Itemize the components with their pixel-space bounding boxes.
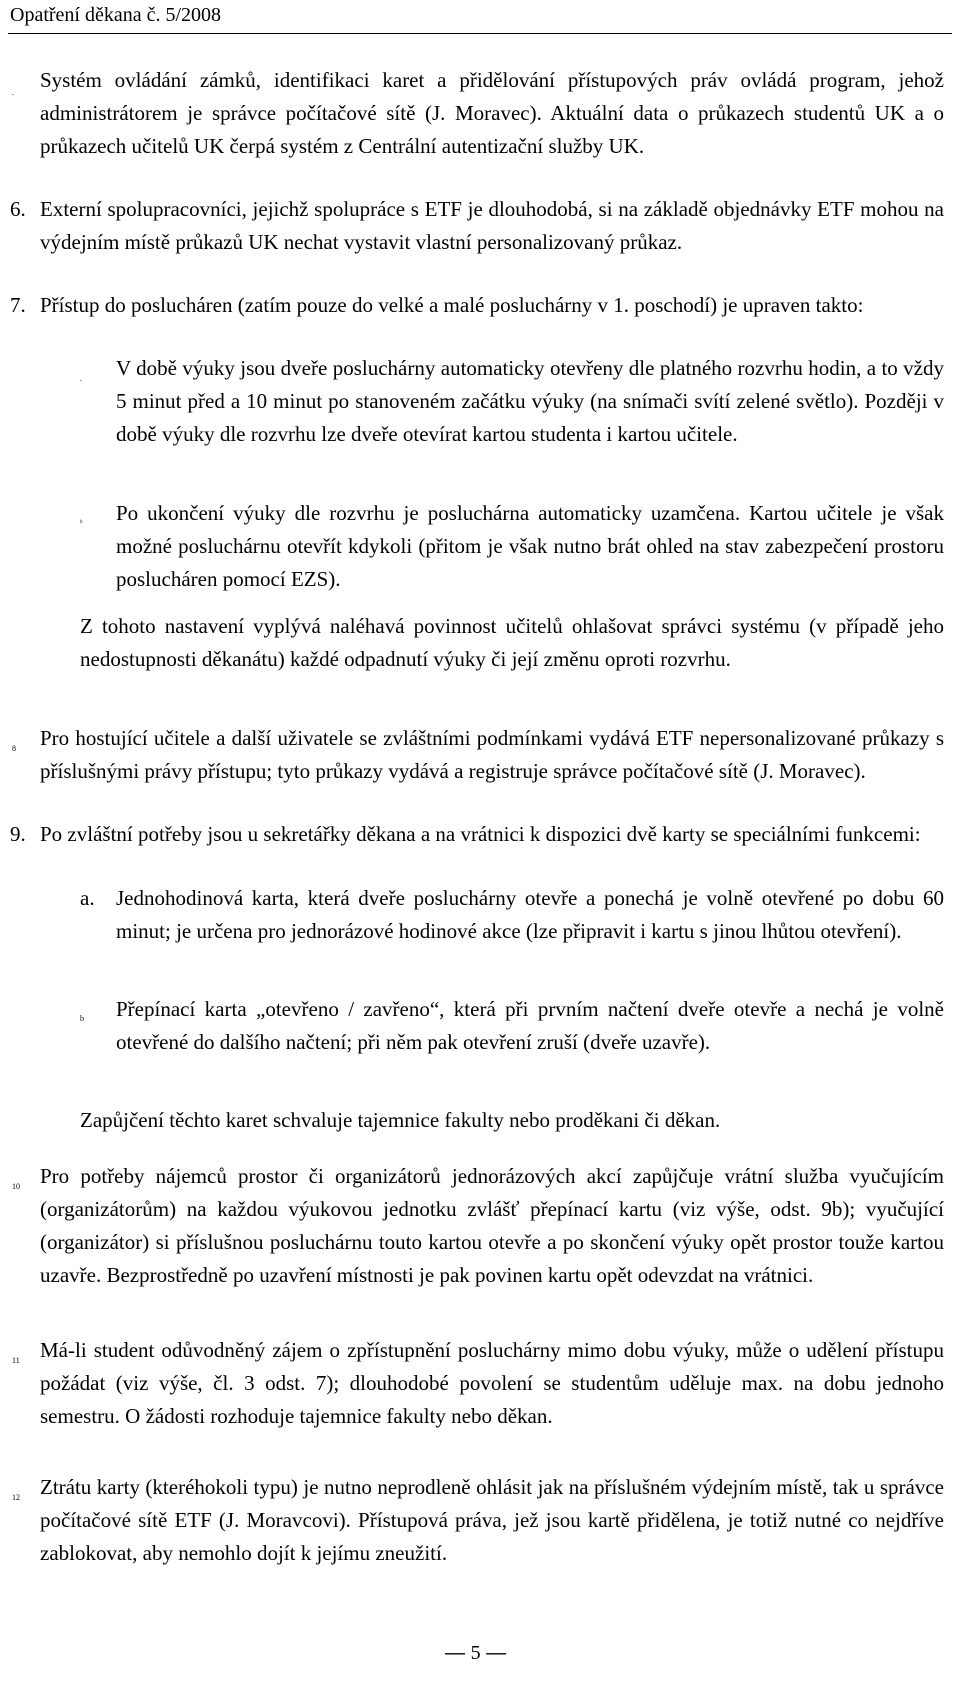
item-12-text: Ztrátu karty (kteréhokoli typu) je nutno neprodleně ohlásit jak na příslušném výdejním místě, tak u správce počítačové sítě ETF (J. Moravcovi). Přístupová práva, jež jsou kartě přidělena, je totiž nutné co nejdříve zablokovat, aby nemohlo dojít k jejímu zneužití.: [40, 1475, 944, 1565]
item-8-text: Pro hostující učitele a další uživatele se zvláštními podmínkami vydává ETF nepersonalizované průkazy s příslušnými právy přístupu; tyto průkazy vydává a registruje správce počítačové sítě (J. Moravec).: [40, 726, 944, 783]
item-7-marker: 7.: [10, 293, 26, 317]
item-9b-marker: b: [80, 1014, 84, 1023]
item-9-text: Po zvláštní potřeby jsou u sekretářky děkana a na vrátnici k dispozici dvě karty se speciálními funkcemi:: [40, 822, 921, 846]
item-8-marker: 8: [12, 744, 16, 753]
item-9a-marker: a.: [80, 886, 95, 910]
page-header-title: Opatření děkana č. 5/2008: [10, 4, 222, 26]
item-9-note: Zapůjčení těchto karet schvaluje tajemnice fakulty nebo proděkani či děkan.: [80, 1108, 721, 1132]
item-11-text: Má-li student odůvodněný zájem o zpřístupnění posluchárny mimo dobu výuky, může o udělení přístupu požádat (viz výše, čl. 3 odst. 7); dlouhodobé povolení se studentům uděluje max. na dobu jednoho semestru. O žádosti rozhoduje tajemnice fakulty nebo děkan.: [40, 1338, 944, 1428]
item-10-text: Pro potřeby nájemců prostor či organizátorů jednorázových akcí zapůjčuje vrátní služba vyučujícím (organizátorům) na každou výukovou jednotku zvlášť přepínací kartu (viz výše, odst. 9b); vyučující (organizátor) si příslušnou posluchárnu touto kartou otevře a po skončení výuky opět prostor touže kartou uzavře. Bezprostředně po uzavření místnosti je pak povinen kartu opět odevzdat na vrátnici.: [40, 1164, 944, 1287]
page-number: — 5 —: [445, 1642, 507, 1664]
item-7b-text: Po ukončení výuky dle rozvrhu je posluchárna automaticky uzamčena. Kartou učitele je však možné posluchárnu otevřít kdykoli (přitom je však nutno brát ohled na stav zabezpečení prostoru poslucháren pomocí EZS).: [116, 501, 944, 591]
item-12-marker: 12: [12, 1493, 20, 1502]
item-6-marker: 6.: [10, 197, 26, 221]
page-number-value: 5: [470, 1642, 481, 1664]
item-5-text: Systém ovládání zámků, identifikaci karet a přidělování přístupových práv ovládá program, jehož administrátorem je správce počítačové sítě (J. Moravec). Aktuální data o průkazech studentů UK a o průkazech učitelů UK čerpá systém z Centrální autentizační služby UK.: [40, 68, 944, 158]
header-rule: [8, 33, 952, 34]
item-10-marker: 10: [12, 1182, 20, 1191]
item-9a-text: Jednohodinová karta, která dveře posluchárny otevře a ponechá je volně otevřené po dobu 60 minut; je určena pro jednorázové hodinové akce (lze připravit i kartu s jinou lhůtou otevření).: [116, 886, 944, 943]
item-11-marker: 11: [12, 1356, 20, 1365]
item-7b-marker: ᵇ: [80, 518, 83, 527]
item-5-marker: .: [12, 88, 14, 97]
item-7a-text: V době výuky jsou dveře posluchárny automaticky otevřeny dle platného rozvrhu hodin, a to vždy 5 minut před a 10 minut po stanoveném začátku výuky (na snímači svítí zelené světlo). Později v době výuky dle rozvrhu lze dveře otevírat kartou studenta i kartou učitele.: [116, 356, 944, 446]
item-7-note: Z tohoto nastavení vyplývá naléhavá povinnost učitelů ohlašovat správci systému (v případě jeho nedostupnosti děkanátu) každé odpadnutí výuky či její změnu oproti rozvrhu.: [80, 614, 944, 671]
item-7-text: Přístup do poslucháren (zatím pouze do velké a malé posluchárny v 1. poschodí) je upraven takto:: [40, 293, 864, 317]
item-9b-text: Přepínací karta „otevřeno / zavřeno“, která při prvním načtení dveře otevře a nechá je volně otevřené do dalšího načtení; při něm pak otevření zruší (dveře uzavře).: [116, 997, 944, 1054]
item-7a-marker: .: [80, 374, 82, 383]
item-9-marker: 9.: [10, 822, 26, 846]
item-6-text: Externí spolupracovníci, jejichž spolupráce s ETF je dlouhodobá, si na základě objednávky ETF mohou na výdejním místě průkazů UK nechat vystavit vlastní personalizovaný průkaz.: [40, 197, 944, 254]
